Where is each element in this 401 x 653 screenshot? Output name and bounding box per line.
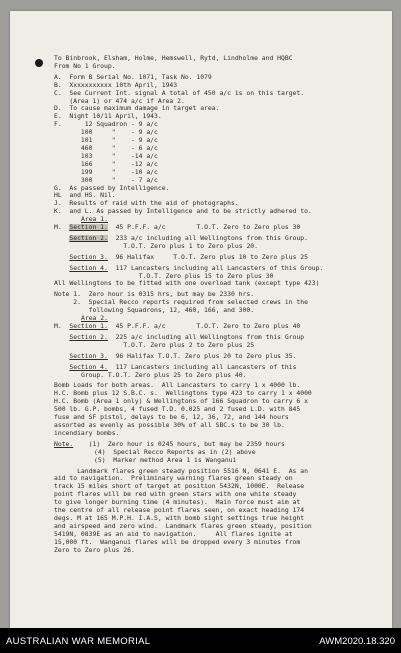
note-item: (1) Zero hour is 0245 hours, but may be 2359 hours [88,440,285,448]
document-body: To Binbrook, Elsham, Holme, Hemswell, Rytd, Lindholme and HQBC From No 1 Group. A. Form B Serial No. 1071, Task No. 1079 B. Xxxxxxxxxxx 10th April, 1943 C. See Current Int. signal A total of 450 a/c is on this target. (Area 1) or 474 a/c if Area 2. D. To cause maximum damage in target area. E. Night 10/11 April, 1943. F. 12 Squadron - 9 a/c 100 " - 9 a/c 101 " - 9 a/c 460 " - 6 a/c 103 " -14 a/c 166 " -12 a/c 199 " -10 a/c 300 " - 7 a/c G. As passed by Intelligence. HL and HS. Nil. J. Results of raid with the aid of photographs. K. and L. As passed by Intelligence and to be strictly adhered to. Area 1. M. Section 1. 45 P.F.F. a/c T.O.T. Zero to Zero plus 30 Section 2. 233 a/c including all Wellingtons from this Group. T.O.T. Zero plus 1 to Zero plus 20. Section 3. 96 Halifax T.O.T. Zero plus 10 to Zero plus 25 Section 4. 117 Lancasters including all Lancasters of this Group. T.O.T. Zero plus 15 to Zero plus 30 All Wellingtons to be fitted with one overload tank (except type 423) Note 1. Zero hour is 0315 hrs, but may be 2330 hrs. 2. Special Recco reports required from selected crews in the following Squadrons, 12, 460, 166, and 300. Area 2. M. Section 1. 45 P.F.F. a/c T.O.T. Zero to Zero plus 40 Section 2. 225 a/c including all Wellingtons from this Group T.O.T. Zero plus 2 to Zero plus 25 Section 3. 96 Halifax T.O.T. Zero plus 20 to Zero plus 35. Section 4. 117 Lancasters including all Lancasters of this Group. T.O.T. Zero plus 25 to Zero plus 40. Bomb Loads for both areas. All Lancasters to carry 1 x 4000 lb. H.C. Bomb plus 12 S.B.C. s. Wellingtons type 423 to carry 1 x 4000 H.C. Bomb (Area 1 only) & Wellingtons of 166 Squadron to carry 6 x 500 lb. G.P. bombs, 4 fused T.D. 0.025 and 2 fused L.D. with 845 fuse and SF pistol, delays to be 6, 12, 36, 72, and 144 hours assorted as evenly as possible 30% of all SBC.s to be 30 lb. incendiary bombs. Note. (1) Zero hour is 0245 hours, but may be 2359 hours (4) Special Recco Reports as in (2) above (5) Marker method Area 1 is Wanganui Landmark flares green steady position 5516 N, 0641 E. As an aid to navigation. Preliminary warning flares green steady on track 15 miles short of target at position 5432N, 1000E. Release point flares will be red with green stars with one white steady to give longer burning time (4 minutes). Main force must aim at the centre of all release point flares seen, on exact heading 174 degs. M at 165 M.P.H. I.A.S, with bomb sight settings true height and airspeed and zero wind. Landmark flares green steady, position 5419N, 0839E as an aid to navigation. All flares ignite at 15,000 ft. Wanganui flares will be dropped every 3 minutes from Zero to Zero plus 26. [54,55,386,554]
area2-section-4-label: Section 4. [69,363,108,371]
closing-line: Landmark flares green steady position 5516 N, 0641 E. As an [54,467,308,475]
area1-section-4-label: Section 4. [69,264,108,272]
area-2-title: Area 2. [81,315,108,323]
closing-line: track 15 miles short of target at position 5432N, 1000E. Release [54,483,305,491]
item-line: C. See Current Int. signal A total of 450 a/c is on this target. [54,89,305,97]
closing-line: Zero to Zero plus 26. [54,546,135,554]
squadron-line: 300 " - 7 a/c [54,176,158,184]
note-item: (5) Marker method Area 1 is Wanganui [94,456,237,464]
squadron-line: 103 " -14 a/c [54,152,158,160]
area2-section-2-text: 225 a/c including all Wellingtons from this Group [115,333,305,341]
area2-section-4-text: 117 Lancasters including all Lancasters of this [115,363,297,371]
closing-line: and airspeed and zero wind. Landmark flares green steady, position [54,522,312,530]
bomb-load-line: incendiary bombs. [54,429,120,437]
bomb-load-line: H.C. Bomb plus 12 S.B.C. s. Wellingtons type 423 to carry 1 x 4000 [54,390,312,398]
closing-line: point flares will be red with green stars with one white steady [54,491,297,499]
bomb-load-line: 500 lb. G.P. bombs, 4 fused T.D. 0.025 and 2 fused L.D. with 845 [54,406,301,414]
header-line: To Binbrook, Elsham, Holme, Hemswell, Rytd, Lindholme and HQBC [54,55,293,62]
area1-section-4-tot: T.O.T. Zero plus 15 to Zero plus 30 [81,272,274,280]
item-line: E. Night 10/11 April, 1943. [54,113,162,121]
note-line: following Squadrons, 12, 460, 166, and 300. [54,307,255,315]
item-line: A. Form B Serial No. 1071, Task No. 1079 [54,73,212,81]
area-1-title: Area 1. [81,216,108,224]
area2-section-2-tot: T.O.T. Zero plus 2 to Zero plus 25 [81,341,255,349]
closing-line: aid to navigation. Preliminary warning flares green steady on [54,475,293,483]
area1-section-1-label: Section 1. [69,224,108,232]
header-line: From No 1 Group. [54,62,116,70]
area2-section-1-label: Section 1. [69,323,108,330]
item-line: J. Results of raid with the aid of photographs. [54,200,239,208]
area1-section-3-label: Section 3. [69,253,108,261]
closing-line: degs. M at 165 M.P.H. I.A.S, with bomb sight settings true height [54,514,305,522]
area2-section-1-text: 45 P.F.F. a/c T.O.T. Zero to Zero plus 40 [115,323,301,330]
note-label: Note. [54,440,74,448]
squadron-line: 460 " - 6 a/c [54,144,158,152]
area1-section-4-text: 117 Lancasters including all Lancasters of this Group. [115,264,324,272]
squadron-line: 199 " -10 a/c [54,168,158,176]
squadron-line: 100 " - 9 a/c [54,129,158,137]
bomb-load-line: H.C. Bomb (Area 1 only) & Wellingtons of 166 Squadron to carry 6 x [54,398,308,406]
item-line: HL and HS. Nil. [54,192,116,200]
footer-institution: AUSTRALIAN WAR MEMORIAL [6,636,151,647]
area2-section-3-label: Section 3. [69,352,108,360]
note-line: Note 1. Zero hour is 0315 hrs, but may be 2330 hrs. [54,291,255,299]
item-line: G. As passed by Intelligence. [54,184,170,192]
area1-footer: All Wellingtons to be fitted with one overload tank (except type 423) [54,280,320,288]
squadron-line: F. 12 Squadron - 9 a/c [54,121,158,129]
area2-section-2-label: Section 2. [69,333,108,341]
area1-section-2-label: Section 2. [69,234,108,242]
document-page [10,11,392,628]
closing-line: 15,000 ft. Wanganui flares will be dropped every 3 minutes from [54,538,301,546]
squadron-line: 101 " - 9 a/c [54,137,158,145]
note-line: 2. Special Recco reports required from selected crews in the [54,299,308,307]
item-line: K. and L. As passed by Intelligence and to be strictly adhered to. [54,208,312,216]
closing-line: the centre of all release point flares seen, on exact heading 174 [54,507,305,515]
item-line: B. Xxxxxxxxxxx 10th April, 1943 [54,81,178,89]
footer-bar [0,628,401,653]
area1-section-2-tot: T.O.T. Zero plus 1 to Zero plus 20. [81,242,258,250]
punch-hole [35,59,43,67]
bomb-load-line: fuse and SF pistol, delays to be 6, 12, 36, 72, and 144 hours [54,414,289,422]
closing-line: 5419N, 0839E as an aid to navigation. All flares ignite at [54,530,293,538]
area1-section-1-text: 45 P.F.F. a/c T.O.T. Zero to Zero plus 30 [115,224,301,232]
note-item: (4) Special Recco Reports as in (2) above [94,448,256,456]
bomb-load-line: assorted as evenly as possible 30% of all SBC.s to be 30 lb. [54,421,285,429]
area1-section-2-text: 233 a/c including all Wellingtons from this Group. [115,234,308,242]
item-line: D. To cause maximum damage in target area. [54,105,220,113]
squadron-line: 166 " -12 a/c [54,160,158,168]
item-line: (Area 1) or 474 a/c if Area 2. [54,97,185,105]
footer-accession-number: AWM2020.18.320 [319,636,395,647]
area2-section-3-text: 96 Halifax T.O.T. Zero plus 20 to Zero plus 35. [115,352,297,360]
area1-section-3-text: 96 Halifax T.O.T. Zero plus 10 to Zero plus 25 [115,253,308,261]
bomb-load-line: Bomb Loads for both areas. All Lancasters to carry 1 x 4000 lb. [54,382,301,390]
closing-line: to give longer burning time (4 minutes). Main force must aim at [54,499,301,507]
area2-section-4-tot: Group. T.O.T. Zero plus 25 to Zero plus 40. [81,371,247,379]
